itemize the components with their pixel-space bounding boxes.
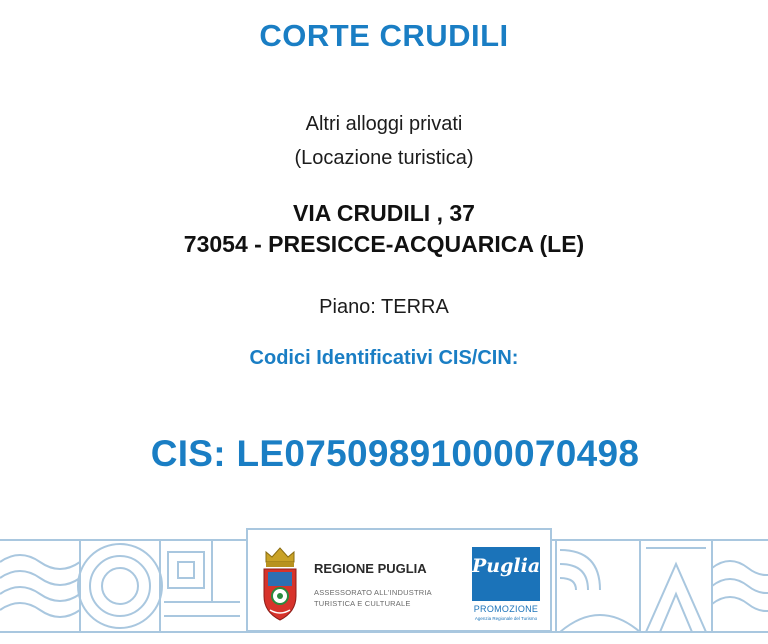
cis-code: CIS: LE07509891000070498 — [150, 433, 640, 474]
region-department-line2: TURISTICA E CULTURALE — [314, 599, 411, 608]
accommodation-category — [0, 107, 768, 175]
address-street: VIA CRUDILI , 37 — [293, 200, 475, 226]
region-department — [314, 587, 432, 609]
property-title: CORTE CRUDILI — [259, 18, 509, 53]
property-address — [0, 198, 768, 260]
puglia-promozione-logo — [472, 547, 540, 601]
address-city: 73054 - PRESICCE-ACQUARICA (LE) — [183, 231, 585, 257]
puglia-logo-wordmark: Puglia — [472, 555, 541, 577]
region-name: REGIONE PUGLIA — [314, 561, 427, 576]
promozione-subtitle: Agenzia Regionale del Turismo — [474, 616, 538, 621]
category-type: Altri alloggi privati — [305, 113, 463, 135]
codes-heading: Codici Identificativi CIS/CIN: — [249, 347, 519, 369]
region-department-line1: ASSESSORATO ALL'INDUSTRIA — [314, 588, 432, 597]
category-subtype: (Locazione turistica) — [294, 147, 474, 169]
sponsor-logo-panel — [246, 528, 552, 632]
floor-info: Piano: TERRA — [319, 296, 449, 318]
promozione-label: PROMOZIONE — [473, 604, 539, 614]
regione-puglia-crest-icon — [260, 544, 300, 624]
